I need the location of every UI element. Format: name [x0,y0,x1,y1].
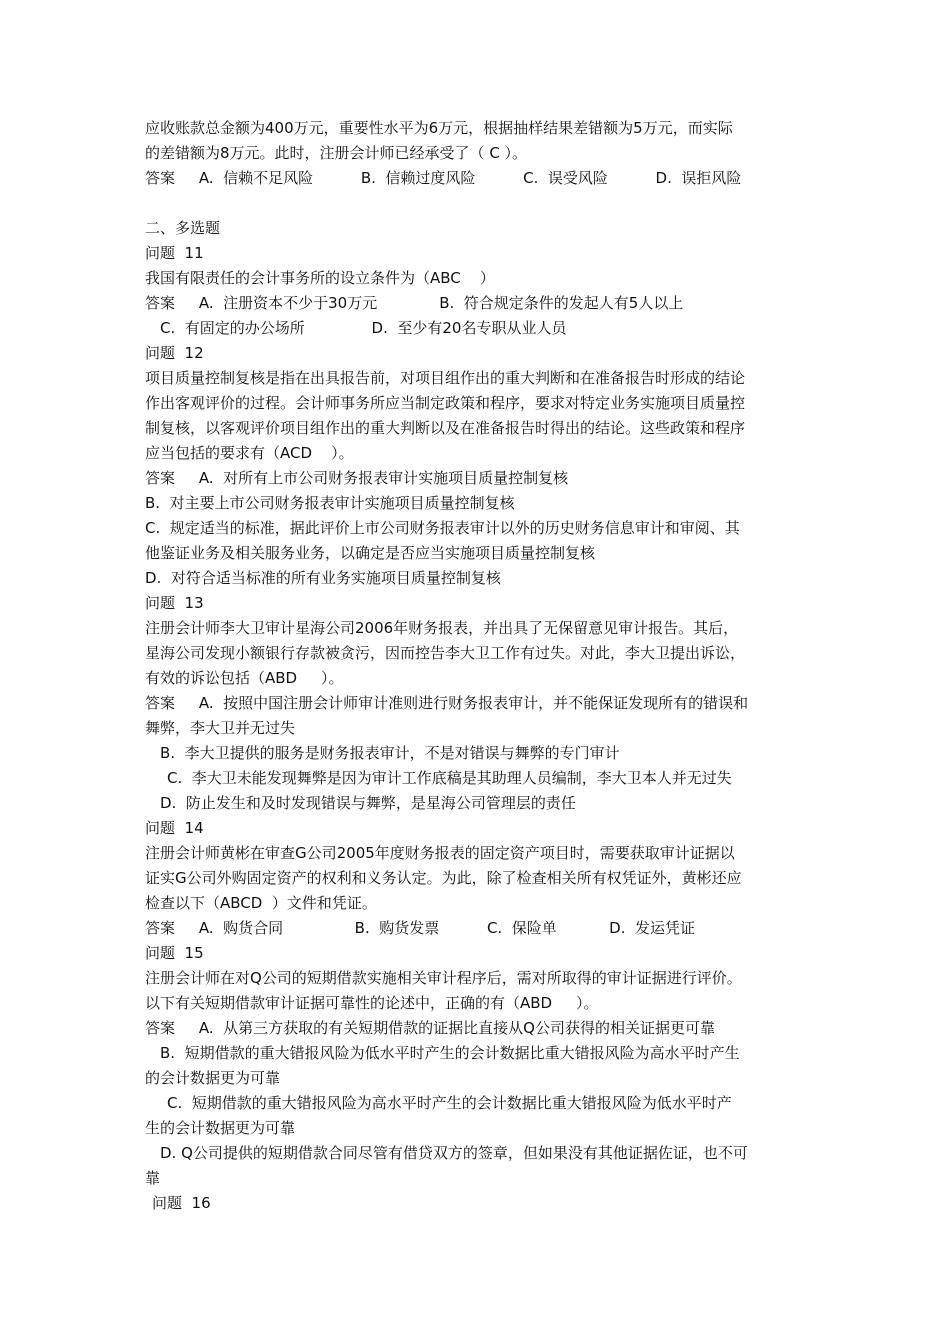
question-14-text: 检查以下（ABCD ）文件和凭证。 [145,894,377,912]
question-15-answer: 靠 [145,1169,161,1187]
question-12-text: 应当包括的要求有（ACD ）。 [145,444,354,462]
question-15-text: 注册会计师在对Q公司的短期借款实施相关审计程序后，需对所取得的审计证据进行评价。 [145,969,742,987]
question-15-answer: B. 短期借款的重大错报风险为低水平时产生的会计数据比重大错报风险为高水平时产生 [160,1044,740,1062]
question-11-answer: 答案 A. 注册资本不少于30万元 B. 符合规定条件的发起人有5人以上 [145,294,684,312]
question-12-text: 作出客观评价的过程。会计师事务所应当制定政策和程序，要求对特定业务实施项目质量控 [145,394,746,412]
question-12-text: 项目质量控制复核是指在出具报告前，对项目组作出的重大判断和在准备报告时形成的结论 [145,369,746,387]
question-12-label: 问题 12 [145,344,204,362]
question-12-answer: D. 对符合适当标准的所有业务实施项目质量控制复核 [145,569,501,587]
question-15-text: 以下有关短期借款审计证据可靠性的论述中，正确的有（ABD ）。 [145,994,599,1012]
question-15-answer: 的会计数据更为可靠 [145,1069,281,1087]
question-11-text: 我国有限责任的会计事务所的设立条件为（ABC ） [145,269,495,287]
question-10-text: 应收账款总金额为400万元，重要性水平为6万元，根据抽样结果差错额为5万元，而实际 [145,119,733,137]
question-15-answer: C. 短期借款的重大错报风险为高水平时产生的会计数据比重大错报风险为低水平时产 [167,1094,732,1112]
question-15-answer: 生的会计数据更为可靠 [145,1119,296,1137]
question-13-text: 星海公司发现小额银行存款被贪污，因而控告李大卫工作有过失。对此，李大卫提出诉讼， [145,644,746,662]
question-15-label: 问题 15 [145,944,204,962]
question-13-answer: 舞弊，李大卫并无过失 [145,719,296,737]
section-gap [145,191,813,216]
question-12-answer: 他鉴证业务及相关服务业务，以确定是否应当实施项目质量控制复核 [145,544,596,562]
question-11-answer: C. 有固定的办公场所 D. 至少有20名专职从业人员 [160,319,567,337]
question-13-label: 问题 13 [145,594,204,612]
question-13-answer: C. 李大卫未能发现舞弊是因为审计工作底稿是其助理人员编制，李大卫本人并无过失 [167,769,732,787]
question-13-answer: D. 防止发生和及时发现错误与舞弊，是星海公司管理层的责任 [160,794,576,812]
question-13-answer: 答案 A. 按照中国注册会计师审计准则进行财务报表审计，并不能保证发现所有的错误和 [145,694,749,712]
question-10-text: 的差错额为8万元。此时，注册会计师已经承受了（ C ）。 [145,144,528,162]
question-14-label: 问题 14 [145,819,204,837]
question-12-answer: 答案 A. 对所有上市公司财务报表审计实施项目质量控制复核 [145,469,569,487]
question-15-answer: D. Q公司提供的短期借款合同尽管有借贷双方的签章，但如果没有其他证据佐证，也不可 [160,1144,748,1162]
question-12-answer: C. 规定适当的标准，据此评价上市公司财务报表审计以外的历史财务信息审计和审阅、其 [145,519,740,537]
question-13-text: 注册会计师李大卫审计星海公司2006年财务报表，并出具了无保留意见审计报告。其后， [145,619,739,637]
question-14-text: 证实G公司外购固定资产的权利和义务认定。为此，除了检查相关所有权凭证外，黄彬还应 [145,869,742,887]
question-10-answer: 答案 A. 信赖不足风险 B. 信赖过度风险 C. 误受风险 D. 误拒风险 [145,169,742,187]
question-13-answer: B. 李大卫提供的服务是财务报表审计，不是对错误与舞弊的专门审计 [160,744,620,762]
document-body [145,116,813,1216]
question-14-text: 注册会计师黄彬在审查G公司2005年度财务报表的固定资产项目时，需要获取审计证据以 [145,844,735,862]
question-14-answer: 答案 A. 购货合同 B. 购货发票 C. 保险单 D. 发运凭证 [145,919,696,937]
question-15-answer: 答案 A. 从第三方获取的有关短期借款的证据比直接从Q公司获得的相关证据更可靠 [145,1019,715,1037]
question-13-text: 有效的诉讼包括（ABD ）。 [145,669,344,687]
question-16-label: 问题 16 [152,1194,211,1212]
section-heading: 二、多选题 [145,219,221,237]
question-11-label: 问题 11 [145,244,204,262]
question-12-answer: B. 对主要上市公司财务报表审计实施项目质量控制复核 [145,494,515,512]
question-12-text: 制复核，以客观评价项目组作出的重大判断以及在准备报告时得出的结论。这些政策和程序 [145,419,746,437]
